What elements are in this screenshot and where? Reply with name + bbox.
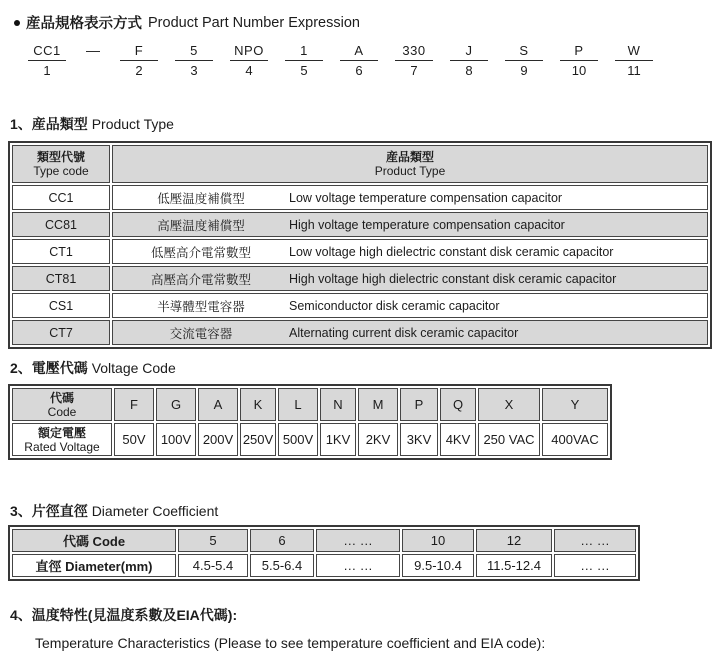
voltage-code-cell: P bbox=[400, 388, 438, 421]
diameter-value-label-cell bbox=[12, 554, 176, 577]
diameter-code-cell: 12 bbox=[476, 529, 552, 552]
type-code-cell: CC81 bbox=[12, 212, 110, 237]
section4-heading-zh: 4、温度特性(見温度系數及EIA代碼): bbox=[10, 607, 238, 623]
rated-voltage-cell: 4KV bbox=[440, 423, 476, 456]
diameter-code-cell: 5 bbox=[178, 529, 248, 552]
diameter-value-cell: 9.5-10.4 bbox=[402, 554, 474, 577]
rated-voltage-cell: 3KV bbox=[400, 423, 438, 456]
type-desc-cell bbox=[112, 185, 708, 210]
section3-heading-en: Diameter Coefficient bbox=[91, 503, 219, 519]
diameter-value-cell: 5.5-6.4 bbox=[250, 554, 314, 577]
voltage-code-cell: G bbox=[156, 388, 196, 421]
page-title-en: Product Part Number Expression bbox=[148, 14, 360, 31]
pn-index: 4 bbox=[245, 63, 253, 78]
diameter-code-cell: 6 bbox=[250, 529, 314, 552]
pn-code: NPO bbox=[230, 43, 268, 61]
type-desc-en: High voltage temperature compensation capacitor bbox=[289, 217, 565, 232]
diameter-value-cell: 4.5-5.4 bbox=[178, 554, 248, 577]
type-desc-en: Alternating current disk ceramic capacitor bbox=[289, 325, 519, 340]
type-desc-cell bbox=[112, 320, 708, 345]
diameter-code-row bbox=[12, 529, 636, 552]
type-code-cell: CS1 bbox=[12, 293, 110, 318]
rated-voltage-label-zh: 額定電壓 bbox=[37, 425, 86, 440]
type-desc-cell bbox=[112, 266, 708, 291]
pn-index: 7 bbox=[410, 63, 418, 78]
rated-voltage-cell: 1KV bbox=[320, 423, 356, 456]
type-desc-zh: 高壓温度補償型 bbox=[157, 218, 245, 233]
voltage-code-cell: Q bbox=[440, 388, 476, 421]
section2-heading-en: Voltage Code bbox=[91, 360, 176, 376]
section4-english-line: Temperature Characteristics (Please to see temperature coefficient and EIA code): bbox=[35, 635, 546, 651]
header-product-type-zh: 産品類型 bbox=[385, 150, 434, 164]
rated-voltage-cell: 2KV bbox=[358, 423, 398, 456]
section2-heading-zh: 2、電壓代碼 bbox=[10, 360, 88, 376]
voltage-code-row bbox=[12, 388, 608, 421]
type-desc-zh: 交流電容器 bbox=[169, 326, 233, 341]
type-desc-zh: 低壓高介電常數型 bbox=[150, 245, 251, 260]
table-row bbox=[12, 239, 708, 264]
type-code-cell: CT1 bbox=[12, 239, 110, 264]
section1-heading bbox=[10, 114, 727, 134]
pn-segment bbox=[340, 43, 378, 78]
table-row bbox=[12, 293, 708, 318]
voltage-code-cell: N bbox=[320, 388, 356, 421]
diameter-value-row bbox=[12, 554, 636, 577]
pn-segment bbox=[175, 43, 213, 78]
rated-voltage-cell: 400VAC bbox=[542, 423, 608, 456]
rated-voltage-cell: 200V bbox=[198, 423, 238, 456]
diameter-code-label: 代碼 Code bbox=[62, 534, 126, 549]
pn-index: 6 bbox=[355, 63, 363, 78]
diameter-code-cell: … … bbox=[316, 529, 400, 552]
section3-heading bbox=[10, 501, 727, 521]
type-desc-zh: 高壓高介電常數型 bbox=[150, 272, 251, 287]
pn-code: J bbox=[450, 43, 488, 61]
pn-index: 2 bbox=[135, 63, 143, 78]
code-label-zh: 代碼 bbox=[49, 390, 74, 405]
type-desc-cell bbox=[112, 239, 708, 264]
rated-voltage-label-cell bbox=[12, 423, 112, 456]
pn-index: 11 bbox=[627, 63, 641, 78]
pn-segment bbox=[28, 43, 66, 78]
section1-heading-zh: 1、産品類型 bbox=[10, 116, 88, 132]
diameter-table bbox=[8, 525, 640, 581]
type-desc-zh: 低壓温度補償型 bbox=[157, 191, 245, 206]
table-row bbox=[12, 212, 708, 237]
rated-voltage-cell: 50V bbox=[114, 423, 154, 456]
pn-code: S bbox=[505, 43, 543, 61]
pn-index: 8 bbox=[465, 63, 473, 78]
pn-dash: — bbox=[86, 42, 100, 58]
code-label-en: Code bbox=[47, 404, 77, 419]
type-desc-en: Semiconductor disk ceramic capacitor bbox=[289, 298, 500, 313]
diameter-value-label: 直徑 Diameter(mm) bbox=[35, 559, 153, 574]
type-code-cell: CC1 bbox=[12, 185, 110, 210]
bullet-icon bbox=[14, 20, 20, 26]
pn-segment bbox=[230, 43, 268, 78]
pn-code: 330 bbox=[395, 43, 433, 61]
voltage-code-cell: A bbox=[198, 388, 238, 421]
table-header-row bbox=[12, 145, 708, 183]
type-desc-en: Low voltage high dielectric constant disk ceramic capacitor bbox=[289, 244, 614, 259]
header-product-type bbox=[112, 145, 708, 183]
type-desc-en: Low voltage temperature compensation capacitor bbox=[289, 190, 563, 205]
table-row bbox=[12, 320, 708, 345]
pn-segment bbox=[450, 43, 488, 78]
pn-segment bbox=[285, 43, 323, 78]
pn-index: 9 bbox=[520, 63, 528, 78]
rated-voltage-cell: 250 VAC bbox=[478, 423, 540, 456]
pn-segment bbox=[505, 43, 543, 78]
code-label-cell bbox=[12, 388, 112, 421]
pn-segment bbox=[120, 43, 158, 78]
pn-segment bbox=[615, 43, 653, 78]
voltage-code-cell: M bbox=[358, 388, 398, 421]
diameter-code-cell: 10 bbox=[402, 529, 474, 552]
header-type-code-zh: 類型代號 bbox=[36, 150, 85, 164]
header-product-type-en: Product Type bbox=[374, 164, 446, 178]
diameter-value-cell: … … bbox=[554, 554, 636, 577]
page-title-zh: 産品規格表示方式 bbox=[26, 16, 142, 32]
type-desc-zh: 半導體型電容器 bbox=[157, 299, 245, 314]
voltage-code-cell: L bbox=[278, 388, 318, 421]
pn-index: 3 bbox=[190, 63, 198, 78]
type-desc-cell bbox=[112, 293, 708, 318]
pn-code: P bbox=[560, 43, 598, 61]
type-desc-cell bbox=[112, 212, 708, 237]
section1-heading-en: Product Type bbox=[91, 116, 174, 132]
pn-segment bbox=[395, 43, 433, 78]
diameter-code-cell: … … bbox=[554, 529, 636, 552]
pn-code: 5 bbox=[175, 43, 213, 61]
rated-voltage-label-en: Rated Voltage bbox=[24, 439, 100, 454]
section4-heading bbox=[10, 605, 727, 625]
pn-code: CC1 bbox=[28, 43, 66, 61]
section3-heading-zh: 3、片徑直徑 bbox=[10, 503, 88, 519]
header-type-code-en: Type code bbox=[33, 164, 89, 178]
pn-index: 5 bbox=[300, 63, 308, 78]
rated-voltage-cell: 100V bbox=[156, 423, 196, 456]
pn-index: 10 bbox=[571, 63, 587, 78]
pn-segment bbox=[560, 43, 598, 78]
rated-voltage-cell: 250V bbox=[240, 423, 276, 456]
product-type-table bbox=[8, 141, 712, 349]
diameter-value-cell: … … bbox=[316, 554, 400, 577]
voltage-code-cell: F bbox=[114, 388, 154, 421]
pn-code: 1 bbox=[285, 43, 323, 61]
table-row bbox=[12, 185, 708, 210]
voltage-code-cell: Y bbox=[542, 388, 608, 421]
voltage-code-cell: X bbox=[478, 388, 540, 421]
pn-code: W bbox=[615, 43, 653, 61]
page-title bbox=[14, 12, 727, 33]
pn-code: A bbox=[340, 43, 378, 61]
diameter-value-cell: 11.5-12.4 bbox=[476, 554, 552, 577]
diameter-code-label-cell bbox=[12, 529, 176, 552]
type-code-cell: CT7 bbox=[12, 320, 110, 345]
voltage-code-cell: K bbox=[240, 388, 276, 421]
type-desc-en: High voltage high dielectric constant disk ceramic capacitor bbox=[289, 271, 617, 286]
table-row bbox=[12, 266, 708, 291]
rated-voltage-cell: 500V bbox=[278, 423, 318, 456]
pn-index: 1 bbox=[43, 63, 51, 78]
header-type-code bbox=[12, 145, 110, 183]
voltage-code-table bbox=[8, 384, 612, 460]
pn-code: F bbox=[120, 43, 158, 61]
section2-heading bbox=[10, 358, 727, 378]
type-code-cell: CT81 bbox=[12, 266, 110, 291]
rated-voltage-row bbox=[12, 423, 608, 456]
part-number-expression bbox=[28, 43, 727, 78]
